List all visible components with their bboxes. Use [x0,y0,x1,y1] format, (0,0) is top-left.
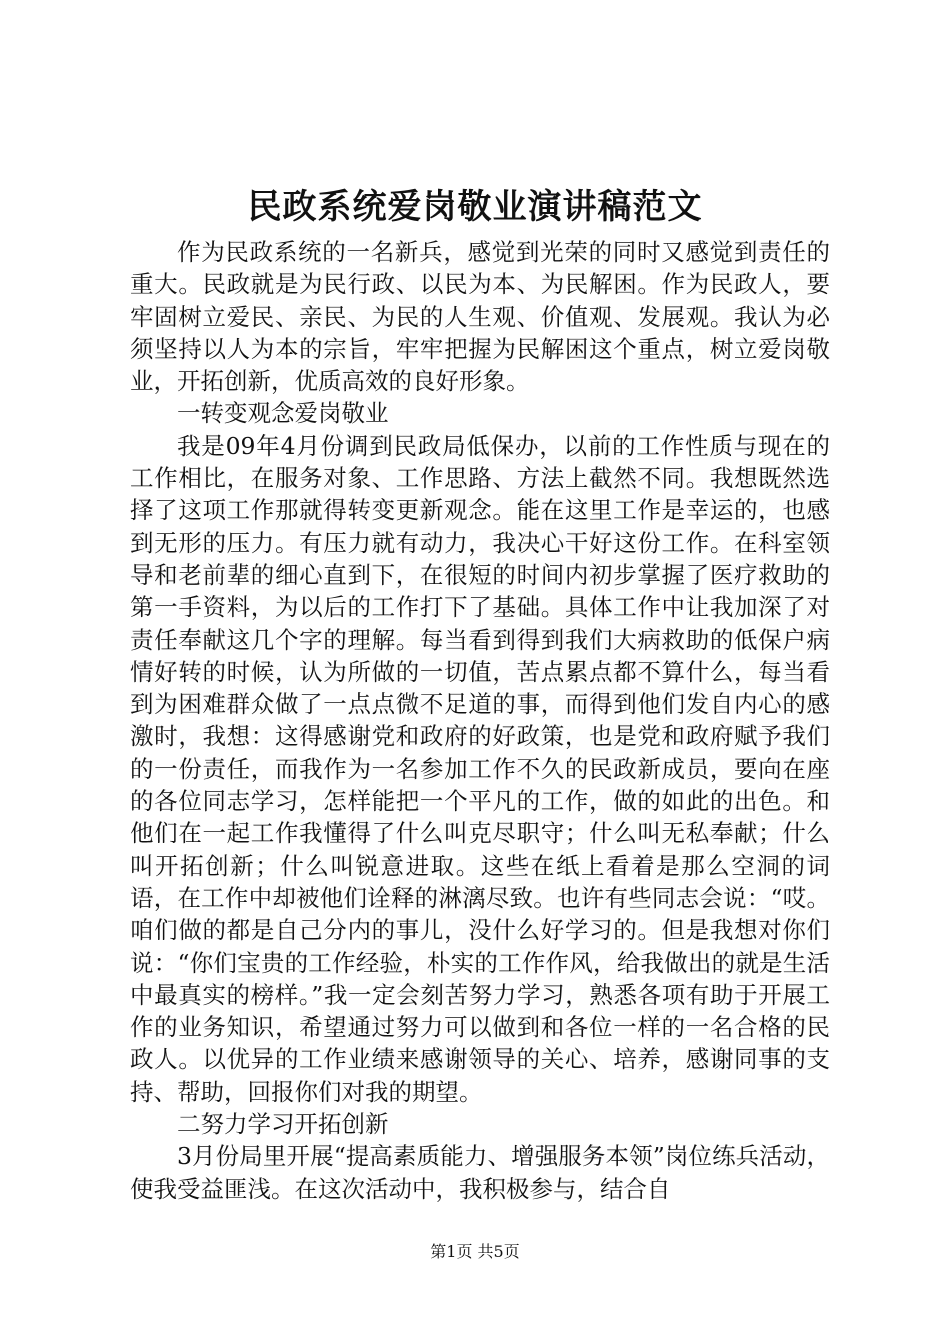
section-heading-1: 一转变观念爱岗敬业 [177,399,389,428]
document-body [130,236,830,1205]
paragraph-section-2: 3月份局里开展“提高素质能力、增强服务本领”岗位练兵活动，使我受益匪浅。在这次活动中，我积极参与，结合自 [130,1142,830,1203]
paragraph-section-1: 我是09年4月份调到民政局低保办，以前的工作性质与现在的工作相比，在服务对象、工作思路、方法上截然不同。我想既然选择了这项工作那就得转变更新观念。能在这里工作是幸运的，也感到无形的压力。有压力就有动力，我决心干好这份工作。在科室领导和老前辈的细心直到下，在很短的时间内初步掌握了医疗救助的第一手资料，为以后的工作打下了基础。具体工作中让我加深了对责任奉献这几个字的理解。每当看到得到我们大病救助的低保户病情好转的时候，认为所做的一切值，苦点累点都不算什么，每当看到为困难群众做了一点点微不足道的事，而得到他们发自内心的感激时，我想：这得感谢党和政府的好政策，也是党和政府赋予我们的一份责任，而我作为一名参加工作不久的民政新成员，要向在座的各位同志学习，怎样能把一个平凡的工作，做的如此的出色。和他们在一起工作我懂得了什么叫克尽职守；什么叫无私奉献；什么叫开拓创新；什么叫锐意进取。这些在纸上看着是那么空洞的词语，在工作中却被他们诠释的淋漓尽致。也许有些同志会说：“哎。咱们做的都是自己分内的事儿，没什么好学习的。但是我想对你们说：“你们宝贵的工作经验，朴实的工作作风，给我做出的就是生活中最真实的榜样。”我一定会刻苦努力学习，熟悉各项有助于开展工作的业务知识，希望通过努力可以做到和各位一样的一名合格的民政人。以优异的工作业绩来感谢领导的关心、培养，感谢同事的支持、帮助，回报你们对我的期望。 [130,431,830,1106]
paragraph-intro: 作为民政系统的一名新兵，感觉到光荣的同时又感觉到责任的重大。民政就是为民行政、以民为本、为民解困。作为民政人，要牢固树立爱民、亲民、为民的人生观、价值观、发展观。我认为必须坚持以人为本的宗旨，牢牢把握为民解困这个重点，树立爱岗敬业，开拓创新，优质高效的良好形象。 [130,238,830,396]
page-footer: 第1页 共5页 [430,1242,520,1261]
document-title: 民政系统爱岗敬业演讲稿范文 [247,187,703,227]
section-heading-2: 二努力学习开拓创新 [177,1110,389,1139]
